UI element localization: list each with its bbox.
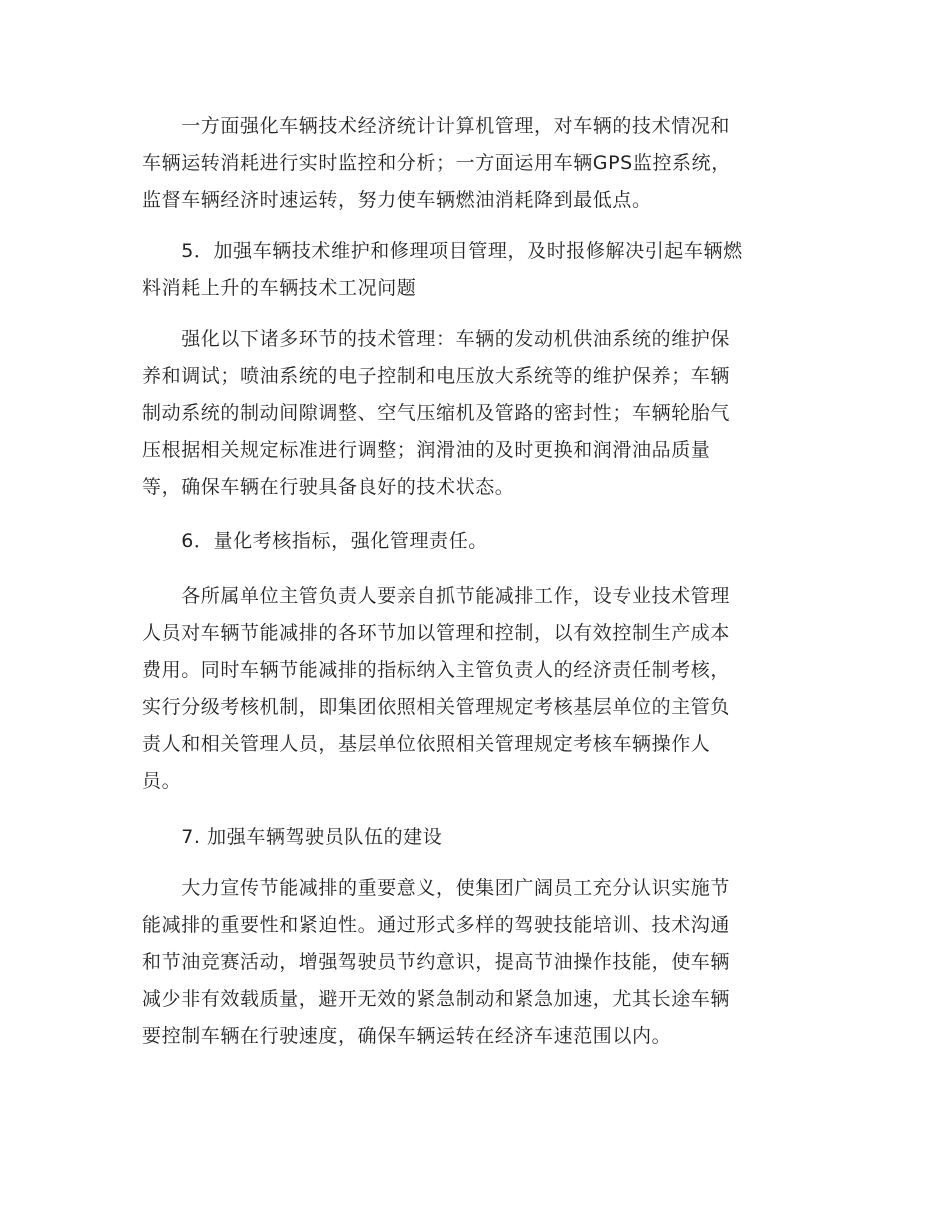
paragraph-vehicle-monitoring: 一方面强化车辆技术经济统计计算机管理，对车辆的技术情况和 车辆运转消耗进行实时监控和分析；一方面运用车辆GPS监控系统， 监督车辆经济时速运转，努力使车辆燃油消耗降到最低点。 — [142, 115, 731, 211]
paragraph-responsibility: 各所属单位主管负责人要亲自抓节能减排工作，设专业技术管理 人员对车辆节能减排的各环节加以管理和控制，以有效控制生产成本 费用。同时车辆节能减排的指标纳入主管负责人的经济责任制考核， 实行分级考核机制，即集团依照相关管理规定考核基层单位的主管负 责人和相关管理人员，基层单位依照相关管理规定考核车辆操作人 员。 — [142, 585, 731, 792]
heading-maintenance-management: 5．加强车辆技术维护和修理项目管理，及时报修解决引起车辆燃 料消耗上升的车辆技术工况问题 — [142, 240, 743, 299]
heading-assessment-indicators: 6．量化考核指标，强化管理责任。 — [142, 530, 488, 552]
heading-driver-team: 7. 加强车辆驾驶员队伍的建设 — [142, 826, 443, 848]
paragraph-technical-management: 强化以下诸多环节的技术管理：车辆的发动机供油系统的维护保 养和调试；喷油系统的电子控制和电压放大系统等的维护保养；车辆 制动系统的制动间隙调整、空气压缩机及管路的密封性；车辆轮胎气 压根据相关规定标准进行调整；润滑油的及时更换和润滑油品质量 等，确保车辆在行驶具备良好的技术状态。 — [142, 328, 731, 498]
paragraph-driver-training: 大力宣传节能减排的重要意义，使集团广阔员工充分认识实施节 能减排的重要性和紧迫性。通过形式多样的驾驶技能培训、技术沟通 和节油竞赛活动，增强驾驶员节约意识，提高节油操作技能，使车辆 减少非有效载质量，避开无效的紧急制动和紧急加速，尤其长途车辆 要控制车辆在行驶速度，确保车辆运转在经济车速范围以内。 — [142, 877, 731, 1047]
